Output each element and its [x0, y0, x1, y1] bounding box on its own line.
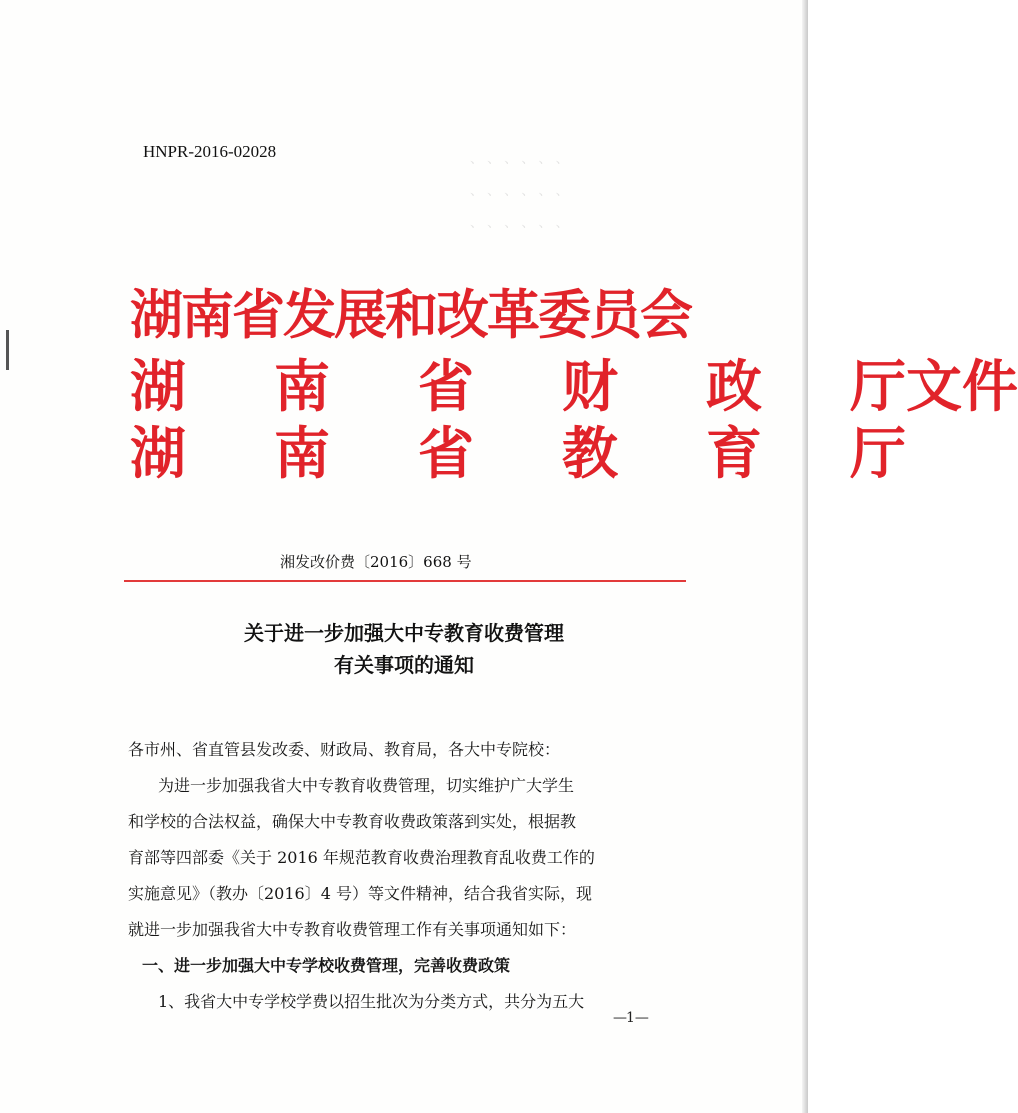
- scan-edge: [802, 0, 808, 1113]
- paragraph-line: 实施意见》（教办〔2016〕4 号）等文件精神，结合我省实际，现: [128, 884, 592, 903]
- issuer-ndrc: 湖南省发展和改革委员会: [130, 284, 691, 346]
- document-id: HNPR-2016-02028: [143, 142, 277, 161]
- paragraph-line: 育部等四部委《关于 2016 年规范教育收费治理教育乱收费工作的: [128, 848, 595, 867]
- paragraph-line: 就进一步加强我省大中专教育收费管理工作有关事项通知如下：: [128, 920, 577, 939]
- item-1: 1、我省大中专学校学费以招生批次为分类方式，共分为五大: [158, 992, 585, 1011]
- issuer-education: 湖 南 省 教 育 厅: [130, 421, 906, 487]
- show-through-text: 、 、 、 、 、 、: [470, 184, 569, 199]
- document-title-line-2: 有关事项的通知: [334, 653, 474, 677]
- red-separator: [124, 580, 686, 582]
- issuer-finance: 湖 南 省 财 政 厅文件: [130, 354, 1018, 420]
- show-through-text: 、 、 、 、 、 、: [470, 152, 569, 167]
- addressee: 各市州、省直管县发改委、财政局、教育局，各大中专院校：: [128, 740, 561, 759]
- scan-mark: [6, 330, 9, 370]
- document-number: 湘发改价费〔2016〕668 号: [280, 553, 472, 571]
- section-heading: 一、进一步加强大中专学校收费管理，完善收费政策: [142, 956, 511, 975]
- paragraph-line: 和学校的合法权益，确保大中专教育收费政策落到实处，根据教: [128, 812, 577, 831]
- page-number: —1—: [613, 1010, 648, 1026]
- document-title-line-1: 关于进一步加强大中专教育收费管理: [244, 621, 564, 645]
- show-through-text: 、 、 、 、 、 、: [470, 216, 569, 231]
- paragraph-line: 为进一步加强我省大中专教育收费管理，切实维护广大学生: [158, 776, 575, 795]
